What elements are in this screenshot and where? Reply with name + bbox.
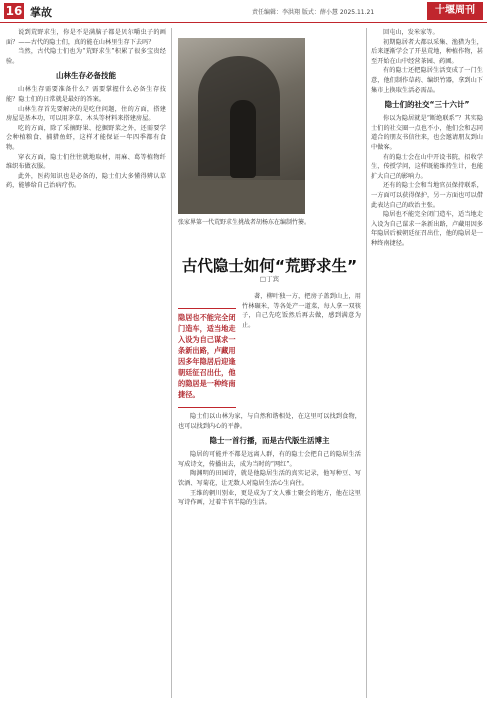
paragraph: 有的隐士会在山中开设书院，招收学生，传授学问，这样既能维持生计，也能扩大自己的影响力。 — [371, 153, 483, 180]
paragraph: 有的隐士还把隐居生活变成了一门生意，他们制作草药、编织竹器，拿到山下集市上换取生活必需品。 — [371, 67, 483, 94]
paragraph: 王维的辋川别业，更是成为了文人雅士聚会的地方，他在这里写诗作画，过着半官半隐的生活。 — [178, 489, 361, 507]
photo-hermit-weaving — [178, 38, 305, 214]
column-2-top — [242, 292, 361, 410]
pull-quote: 隐居也不能完全闭门造车，适当地走入设为自己谋求一条新出路，卢藏用因多年隐居后迎逢朝廷征召出仕，他的隐居是一种终南捷径。 — [178, 308, 236, 408]
column-divider — [366, 28, 367, 698]
paragraph: 隐士们以山林为家，与自然和谐相处，在这里可以找到食物，也可以找到内心的平静。 — [178, 413, 361, 430]
photo-ground — [178, 180, 305, 214]
paragraph: 著，柳叶独一方，把房子盖到山上，用竹林碾米，等各处产一道菜，每人拿一双筷子，自己先吃饭然后再去做，感到满意为止。 — [242, 293, 361, 329]
column-divider — [171, 28, 172, 698]
paragraph: 此外，医药知识也是必备的，隐士们大多懂得辨认草药，能够给自己治病疗伤。 — [6, 172, 166, 190]
paragraph: 初期隐居者大都以采集、渔猎为生，后来逐渐学会了开垦荒地，种植作物，甚至开始在山中经营茶园、药圃。 — [371, 38, 483, 65]
photo-person-silhouette — [230, 100, 256, 178]
paragraph: 吃的方面，除了采摘野果、挖掘野菜之外，还需要学会种植粮食、捕猎鱼虾，这样才能保证一年四季都有食物。 — [6, 124, 166, 151]
paragraph: 还有的隐士会和当地官员保持联系，一方面可以获得保护，另一方面也可以借此表达自己的政治主张。 — [371, 182, 483, 209]
column-1 — [6, 28, 166, 698]
subheading: 隐士一首行播，而是古代版生活博主 — [209, 436, 330, 446]
section-title: 掌故 — [30, 6, 52, 19]
paragraph: 回屯山，发米家等。 — [383, 29, 439, 36]
article-byline: □丁宾 — [259, 275, 280, 283]
column-3 — [371, 28, 483, 698]
paragraph: 当然，古代隐士们也为“荒野求生”积累了很多宝贵经验。 — [6, 48, 166, 65]
page-header — [0, 0, 487, 23]
subheading: 隐士们的社交“三十六计” — [384, 100, 470, 110]
article-headline: 古代隐士如何“荒野求生” — [181, 257, 358, 275]
paragraph: 隐居也不能完全闭门造车，适当地走入设为自己谋求一条新出路，卢藏用因多年隐居后被朝廷征召出仕，他的隐居是一种终南捷径。 — [371, 211, 483, 247]
photo-caption: 张家界第一代荒野求生挑战者胡杨东在编制竹篓。 — [178, 219, 311, 226]
column-2 — [178, 412, 361, 698]
paragraph: 陶渊明的田园诗，就是他隐居生活的真实记录，他写种豆、写饮酒、写菊花，让无数人对隐居生活心生向往。 — [178, 470, 361, 487]
masthead-logo: 十堰周刊 — [427, 2, 483, 20]
paragraph: 隐居的可能并不都是远离人群，有的隐士会把自己的隐居生活写成诗文，传播出去，成为当时的“网红”。 — [178, 451, 361, 468]
paragraph: 山林生存首先要解决的是吃住问题，住的方面，搭建房屋是基本功，可以用茅草、木头等材料来搭建房屋。 — [6, 105, 166, 123]
paragraph: 说到荒野求生，你是不是满脑子都是贝尔嚼虫子的画面？——古代的隐士们，真的能在山林里生存下去吗？ — [6, 29, 166, 46]
paragraph: 山林生存需要准备什么？需要掌握什么必备生存技能？隐士们的日常就是最好的答案。 — [6, 86, 166, 103]
editor-meta: 责任编辑：李洪翔 版式：薛小慧 2025.11.21 — [252, 9, 375, 16]
page-number: 16 — [5, 4, 23, 18]
subheading: 山林生存必备技能 — [56, 71, 116, 81]
paragraph: 你以为隐居就是“断绝联系”？其实隐士们的社交圈一点也不小，他们会和志同道合的朋友书信往来，也会邀请朋友到山中做客。 — [371, 115, 483, 151]
paragraph: 穿衣方面，隐士们往往就地取材，用麻、葛等植物纤维织布做衣服。 — [6, 153, 166, 171]
